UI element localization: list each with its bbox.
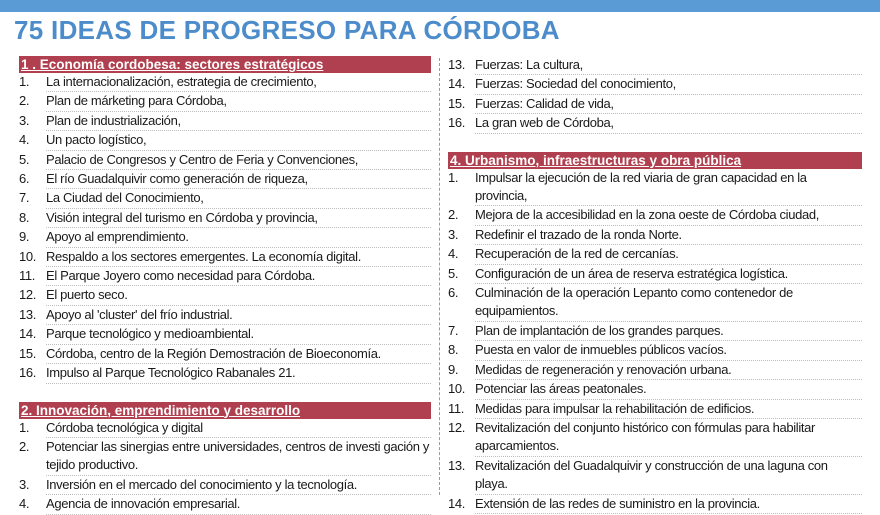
- item-text: Fuerzas: Sociedad del conocimiento,: [475, 75, 862, 94]
- item-number: 13.: [448, 57, 466, 72]
- item-text: La internacionalización, estrategia de crecimiento,: [46, 73, 431, 92]
- item-number: 3.: [19, 476, 30, 492]
- list-item: [448, 245, 862, 264]
- item-number: 2.: [19, 438, 30, 454]
- list-item: [19, 267, 431, 286]
- section-list-innovacion: [19, 419, 431, 515]
- list-item: [19, 151, 431, 170]
- item-text: Mejora de la accesibilidad en la zona oeste de Córdoba ciudad,: [475, 206, 862, 225]
- item-number: 3.: [448, 226, 459, 242]
- item-number: 2.: [19, 93, 30, 109]
- item-number: 5.: [448, 265, 459, 281]
- item-number: 9.: [448, 361, 459, 377]
- list-item: [448, 322, 862, 341]
- list-item: [448, 75, 862, 94]
- item-text: Potenciar las áreas peatonales.: [475, 380, 862, 399]
- item-number: 4.: [448, 246, 459, 262]
- list-item: [19, 419, 431, 438]
- item-text: Redefinir el trazado de la ronda Norte.: [475, 226, 862, 245]
- item-text: Plan de industrialización,: [46, 112, 431, 131]
- item-text: Un pacto logístico,: [46, 131, 431, 150]
- item-number: 11.: [448, 400, 465, 416]
- item-number: 14.: [448, 495, 466, 511]
- list-item: [448, 457, 862, 495]
- column-divider: [439, 58, 440, 495]
- left-column: [19, 56, 431, 515]
- list-item: [448, 169, 862, 207]
- item-text: Apoyo al 'cluster' del frío industrial.: [46, 306, 431, 325]
- item-number: 5.: [19, 151, 30, 167]
- list-item: [448, 361, 862, 380]
- item-text: Recuperación de la red de cercanías.: [475, 245, 862, 264]
- item-number: 8.: [448, 342, 459, 358]
- item-text: Impulsar la ejecución de la red viaria de gran capacidad en la provincia,: [475, 169, 862, 207]
- item-number: 11.: [19, 268, 36, 284]
- section-header-economia: 1 . Economía cordobesa: sectores estratégicos: [19, 56, 431, 73]
- item-text: Agencia de innovación empresarial.: [46, 495, 431, 514]
- item-text: Córdoba tecnológica y digital: [46, 419, 431, 438]
- list-item: [19, 286, 431, 305]
- item-text: Fuerzas: Calidad de vida,: [475, 95, 862, 114]
- list-item: [19, 131, 431, 150]
- list-item: [19, 112, 431, 131]
- item-number: 12.: [448, 419, 466, 435]
- list-item: [19, 345, 431, 364]
- item-text: El puerto seco.: [46, 286, 431, 305]
- list-item: [19, 476, 431, 495]
- item-text: Medidas para impulsar la rehabilitación de edificios.: [475, 400, 862, 419]
- list-item: [19, 325, 431, 344]
- item-number: 3.: [19, 112, 30, 128]
- list-item: [19, 495, 431, 514]
- item-text: El Parque Joyero como necesidad para Córdoba.: [46, 267, 431, 286]
- item-text: Plan de márketing para Córdoba,: [46, 92, 431, 111]
- item-text: Extensión de las redes de suministro en la provincia.: [475, 495, 862, 514]
- list-item: [448, 56, 862, 75]
- section-list-continuation: [448, 56, 862, 134]
- item-number: 9.: [19, 229, 30, 245]
- list-item: [448, 341, 862, 360]
- item-number: 13.: [448, 457, 466, 473]
- item-text: La gran web de Córdoba,: [475, 114, 862, 133]
- item-number: 8.: [19, 209, 30, 225]
- item-number: 16.: [448, 115, 466, 131]
- list-item: [19, 364, 431, 383]
- list-item: [19, 92, 431, 111]
- list-item: [448, 114, 862, 133]
- item-text: Córdoba, centro de la Región Demostración de Bioeconomía.: [46, 345, 431, 364]
- item-number: 10.: [19, 248, 37, 264]
- item-text: Parque tecnológico y medioambiental.: [46, 325, 431, 344]
- item-text: Respaldo a los sectores emergentes. La economía digital.: [46, 248, 431, 267]
- list-item: [19, 438, 431, 476]
- list-item: [448, 226, 862, 245]
- section-list-economia: [19, 73, 431, 384]
- item-number: 6.: [19, 171, 30, 187]
- item-number: 6.: [448, 285, 459, 301]
- list-item: [448, 495, 862, 514]
- item-text: Puesta en valor de inmuebles públicos vacíos.: [475, 341, 862, 360]
- section-header-urbanismo: 4. Urbanismo, infraestructuras y obra pública: [448, 152, 862, 169]
- item-number: 4.: [19, 132, 30, 148]
- item-text: Potenciar las sinergias entre universidades, centros de investi gación y tejido productivo.: [46, 438, 431, 476]
- item-text: Configuración de un área de reserva estratégica logística.: [475, 265, 862, 284]
- right-column: [448, 56, 862, 514]
- item-text: El río Guadalquivir como generación de riqueza,: [46, 170, 431, 189]
- item-text: Apoyo al emprendimiento.: [46, 228, 431, 247]
- item-number: 2.: [448, 207, 459, 223]
- item-number: 1.: [19, 74, 30, 89]
- item-number: 1.: [19, 419, 30, 435]
- list-item: [19, 209, 431, 228]
- list-item: [448, 419, 862, 457]
- item-text: Visión integral del turismo en Córdoba y provincia,: [46, 209, 431, 228]
- list-item: [19, 73, 431, 92]
- item-number: 10.: [448, 381, 466, 397]
- item-text: Culminación de la operación Lepanto como contenedor de equipamientos.: [475, 284, 862, 322]
- list-item: [448, 95, 862, 114]
- item-text: Medidas de regeneración y renovación urbana.: [475, 361, 862, 380]
- item-text: Revitalización del Guadalquivir y construcción de una laguna con playa.: [475, 457, 862, 495]
- list-item: [448, 284, 862, 322]
- page-title: 75 IDEAS DE PROGRESO PARA CÓRDOBA: [14, 15, 560, 45]
- section-header-innovacion: 2. Innovación, emprendimiento y desarrollo: [19, 402, 431, 419]
- list-item: [19, 306, 431, 325]
- section-list-urbanismo: [448, 169, 862, 514]
- item-number: 4.: [19, 496, 30, 512]
- item-number: 12.: [19, 287, 37, 303]
- item-text: Palacio de Congresos y Centro de Feria y Convenciones,: [46, 151, 431, 170]
- item-text: Inversión en el mercado del conocimiento y la tecnología.: [46, 476, 431, 495]
- item-text: Plan de implantación de los grandes parques.: [475, 322, 862, 341]
- list-item: [448, 400, 862, 419]
- list-item: [19, 189, 431, 208]
- item-number: 15.: [19, 345, 37, 361]
- item-number: 16.: [19, 365, 37, 381]
- list-item: [448, 265, 862, 284]
- item-number: 15.: [448, 95, 466, 111]
- list-item: [448, 380, 862, 399]
- item-text: Fuerzas: La cultura,: [475, 56, 862, 75]
- item-number: 7.: [448, 322, 459, 338]
- list-item: [19, 170, 431, 189]
- list-item: [19, 228, 431, 247]
- item-number: 14.: [19, 326, 37, 342]
- list-item: [19, 248, 431, 267]
- item-text: Revitalización del conjunto histórico con fórmulas para habilitar aparcamientos.: [475, 419, 862, 457]
- item-text: Impulso al Parque Tecnológico Rabanales 21.: [46, 364, 431, 383]
- top-accent-bar: [0, 0, 880, 12]
- item-number: 13.: [19, 306, 37, 322]
- item-number: 1.: [448, 169, 459, 185]
- list-item: [448, 206, 862, 225]
- item-text: La Ciudad del Conocimiento,: [46, 189, 431, 208]
- item-number: 7.: [19, 190, 30, 206]
- item-number: 14.: [448, 76, 466, 92]
